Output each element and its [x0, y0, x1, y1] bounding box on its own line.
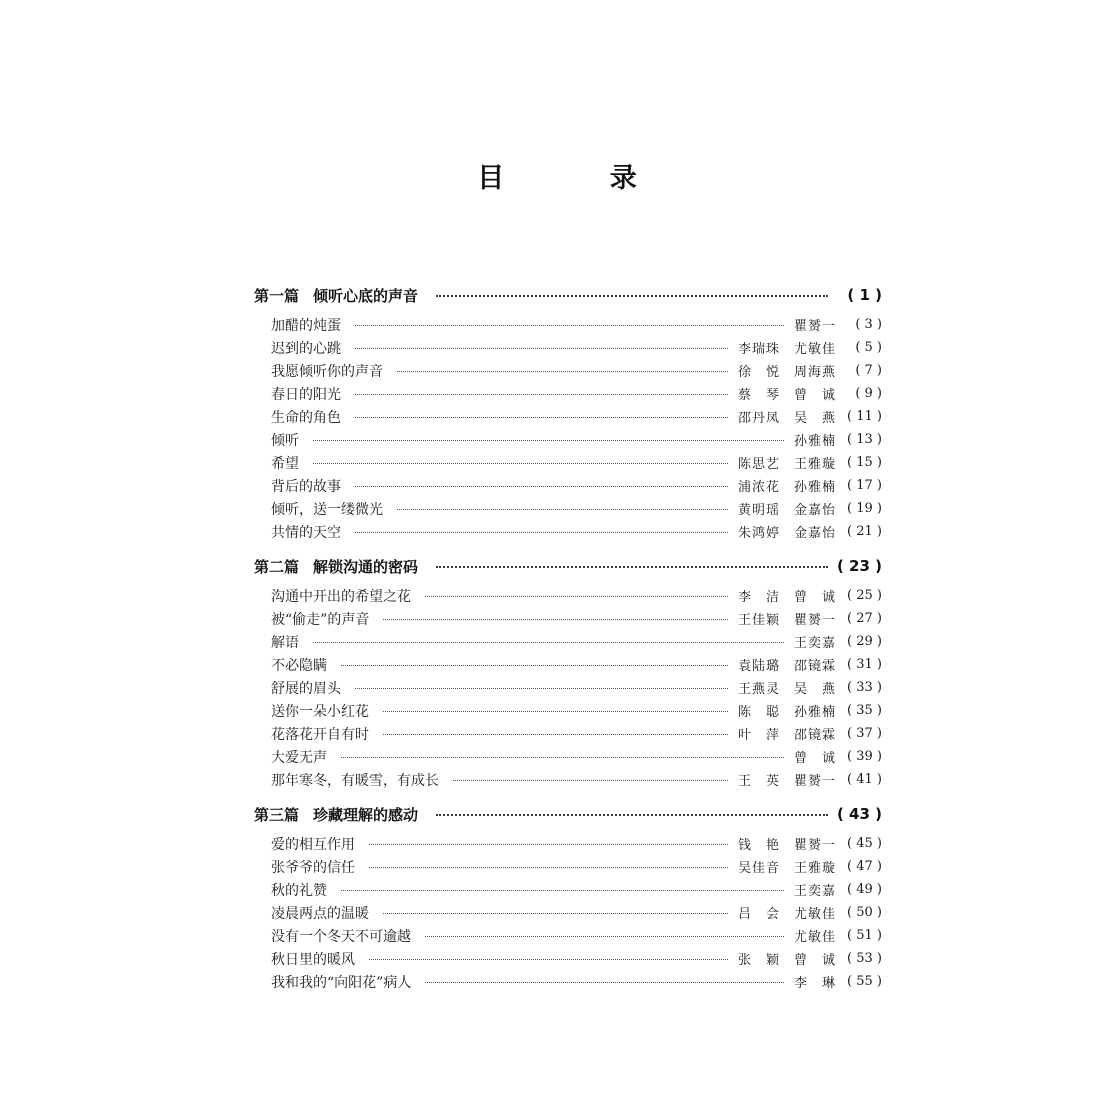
toc-entry[interactable] — [271, 497, 882, 520]
entry-page-number: ( 45 ) — [847, 836, 882, 851]
entry-author: 邵丹凤 吴 燕 — [737, 411, 836, 426]
dot-leader — [355, 532, 728, 533]
entry-page-number: ( 11 ) — [847, 409, 882, 424]
entry-author: 吴佳音 王雅璇 — [737, 861, 836, 876]
entry-title: 迟到的心跳 — [271, 340, 341, 357]
dot-leader — [453, 780, 728, 781]
entry-author: 钱 艳 瞿赟一 — [737, 838, 836, 853]
entry-title: 生命的角色 — [271, 409, 341, 426]
dot-leader — [355, 394, 728, 395]
entry-author: 叶 萍 邵镜霖 — [737, 728, 836, 743]
toc-entry[interactable] — [271, 584, 882, 607]
entry-page-number: ( 35 ) — [847, 703, 882, 718]
toc-entry-list — [271, 313, 882, 543]
entry-title: 我和我的“向阳花”病人 — [271, 974, 412, 991]
dot-leader — [383, 913, 728, 914]
entry-title: 没有一个冬天不可逾越 — [271, 928, 411, 945]
entry-page-number: ( 19 ) — [847, 501, 882, 516]
entry-author: 徐 悦 周海燕 — [737, 365, 836, 380]
entry-page-number: ( 21 ) — [847, 524, 882, 539]
entry-author: 浦浓花 孙雅楠 — [737, 480, 836, 495]
part-label: 第二篇 — [254, 557, 300, 576]
part-name: 倾听心底的声音 — [313, 286, 419, 305]
entry-author: 李 洁 曾 诚 — [737, 590, 836, 605]
entry-page-number: ( 7 ) — [855, 363, 882, 378]
toc-entry[interactable] — [271, 745, 882, 768]
entry-author: 孙雅楠 — [793, 434, 836, 449]
entry-title: 送你一朵小红花 — [271, 703, 369, 720]
entry-author: 陈 聪 孙雅楠 — [737, 705, 836, 720]
part-page-number: ( 1 ) — [847, 286, 882, 304]
entry-title: 背后的故事 — [271, 478, 341, 495]
dot-leader — [436, 295, 828, 297]
dot-leader — [369, 844, 728, 845]
entry-title: 不必隐瞒 — [271, 657, 327, 674]
page-title: 目 录 — [477, 163, 685, 194]
part-page-number: ( 23 ) — [836, 557, 882, 575]
dot-leader — [436, 566, 828, 568]
entry-title: 舒展的眉头 — [271, 680, 341, 697]
table-of-contents — [254, 280, 882, 1001]
toc-entry[interactable] — [271, 676, 882, 699]
entry-author: 瞿赟一 — [793, 319, 836, 334]
part-name: 解锁沟通的密码 — [313, 557, 419, 576]
entry-title: 被“偷走”的声音 — [271, 611, 370, 628]
entry-author: 袁陆璐 邵镜霖 — [737, 659, 836, 674]
dot-leader — [383, 711, 728, 712]
entry-page-number: ( 49 ) — [847, 882, 882, 897]
entry-author: 李瑞珠 尤敏佳 — [737, 342, 836, 357]
toc-entry[interactable] — [271, 855, 882, 878]
dot-leader — [425, 982, 784, 983]
toc-entry[interactable] — [271, 405, 882, 428]
entry-author: 曾 诚 — [793, 751, 836, 766]
toc-entry-list — [271, 832, 882, 993]
toc-entry[interactable] — [271, 699, 882, 722]
dot-leader — [341, 890, 784, 891]
entry-author: 吕 会 尤敏佳 — [737, 907, 836, 922]
dot-leader — [355, 325, 784, 326]
toc-entry[interactable] — [271, 901, 882, 924]
dot-leader — [436, 814, 828, 816]
toc-entry[interactable] — [271, 520, 882, 543]
entry-title: 加醋的炖蛋 — [271, 317, 341, 334]
entry-page-number: ( 15 ) — [847, 455, 882, 470]
entry-title: 共情的天空 — [271, 524, 341, 541]
dot-leader — [355, 486, 728, 487]
entry-page-number: ( 41 ) — [847, 772, 882, 787]
toc-entry[interactable] — [271, 878, 882, 901]
entry-author: 王佳颖 瞿赟一 — [737, 613, 836, 628]
dot-leader — [313, 440, 784, 441]
entry-title: 大爱无声 — [271, 749, 327, 766]
entry-page-number: ( 53 ) — [847, 951, 882, 966]
entry-title: 倾听 — [271, 432, 299, 449]
entry-page-number: ( 51 ) — [847, 928, 882, 943]
dot-leader — [369, 867, 728, 868]
toc-entry[interactable] — [271, 653, 882, 676]
toc-entry[interactable] — [271, 382, 882, 405]
entry-author: 李 琳 — [793, 976, 836, 991]
toc-entry[interactable] — [271, 832, 882, 855]
toc-entry-list — [271, 584, 882, 791]
entry-title: 秋的礼赞 — [271, 882, 327, 899]
part-name: 珍藏理解的感动 — [313, 805, 419, 824]
dot-leader — [383, 734, 728, 735]
entry-author: 黄明瑶 金嘉怡 — [737, 503, 836, 518]
entry-page-number: ( 31 ) — [847, 657, 882, 672]
entry-title: 解语 — [271, 634, 299, 651]
dot-leader — [425, 936, 784, 937]
dot-leader — [355, 417, 728, 418]
toc-entry[interactable] — [271, 607, 882, 630]
entry-author: 王燕灵 吴 燕 — [737, 682, 836, 697]
entry-page-number: ( 5 ) — [855, 340, 882, 355]
toc-entry[interactable] — [271, 336, 882, 359]
toc-entry[interactable] — [271, 947, 882, 970]
entry-title: 倾听，送一缕微光 — [271, 501, 383, 518]
dot-leader — [313, 463, 728, 464]
part-label: 第三篇 — [254, 805, 300, 824]
toc-entry[interactable] — [271, 630, 882, 653]
part-label: 第一篇 — [254, 286, 300, 305]
entry-title: 沟通中开出的希望之花 — [271, 588, 411, 605]
entry-page-number: ( 29 ) — [847, 634, 882, 649]
toc-entry[interactable] — [271, 313, 882, 336]
entry-author: 陈思艺 王雅璇 — [737, 457, 836, 472]
entry-author: 朱鸿婷 金嘉怡 — [737, 526, 836, 541]
toc-entry[interactable] — [271, 451, 882, 474]
entry-title: 爱的相互作用 — [271, 836, 355, 853]
toc-entry[interactable] — [271, 722, 882, 745]
entry-page-number: ( 9 ) — [855, 386, 882, 401]
entry-page-number: ( 47 ) — [847, 859, 882, 874]
dot-leader — [341, 757, 784, 758]
entry-author: 蔡 琴 曾 诚 — [737, 388, 836, 403]
dot-leader — [313, 642, 784, 643]
entry-title: 秋日里的暖风 — [271, 951, 355, 968]
dot-leader — [425, 596, 728, 597]
dot-leader — [355, 688, 728, 689]
toc-entry[interactable] — [271, 359, 882, 382]
entry-author: 张 颖 曾 诚 — [737, 953, 836, 968]
dot-leader — [397, 509, 728, 510]
entry-page-number: ( 25 ) — [847, 588, 882, 603]
entry-title: 我愿倾听你的声音 — [271, 363, 383, 380]
dot-leader — [369, 959, 728, 960]
entry-title: 花落花开自有时 — [271, 726, 369, 743]
entry-page-number: ( 39 ) — [847, 749, 882, 764]
entry-page-number: ( 27 ) — [847, 611, 882, 626]
dot-leader — [341, 665, 728, 666]
entry-page-number: ( 33 ) — [847, 680, 882, 695]
dot-leader — [383, 619, 728, 620]
toc-part-heading[interactable] — [254, 799, 882, 829]
entry-title: 希望 — [271, 455, 299, 472]
toc-entry[interactable] — [271, 474, 882, 497]
entry-page-number: ( 3 ) — [855, 317, 882, 332]
toc-part-heading[interactable] — [254, 280, 882, 310]
entry-author: 尤敏佳 — [793, 930, 836, 945]
entry-author: 王奕嘉 — [793, 884, 836, 899]
entry-title: 张爷爷的信任 — [271, 859, 355, 876]
entry-title: 凌晨两点的温暖 — [271, 905, 369, 922]
dot-leader — [397, 371, 728, 372]
toc-part-heading[interactable] — [254, 551, 882, 581]
part-page-number: ( 43 ) — [836, 805, 882, 823]
entry-page-number: ( 17 ) — [847, 478, 882, 493]
entry-page-number: ( 55 ) — [847, 974, 882, 989]
toc-entry[interactable] — [271, 970, 882, 993]
entry-page-number: ( 13 ) — [847, 432, 882, 447]
toc-entry[interactable] — [271, 924, 882, 947]
entry-author: 王 英 瞿赟一 — [737, 774, 836, 789]
toc-entry[interactable] — [271, 428, 882, 451]
entry-author: 王奕嘉 — [793, 636, 836, 651]
entry-title: 春日的阳光 — [271, 386, 341, 403]
dot-leader — [355, 348, 728, 349]
entry-title: 那年寒冬，有暖雪，有成长 — [271, 772, 439, 789]
entry-page-number: ( 37 ) — [847, 726, 882, 741]
toc-entry[interactable] — [271, 768, 882, 791]
entry-page-number: ( 50 ) — [847, 905, 882, 920]
